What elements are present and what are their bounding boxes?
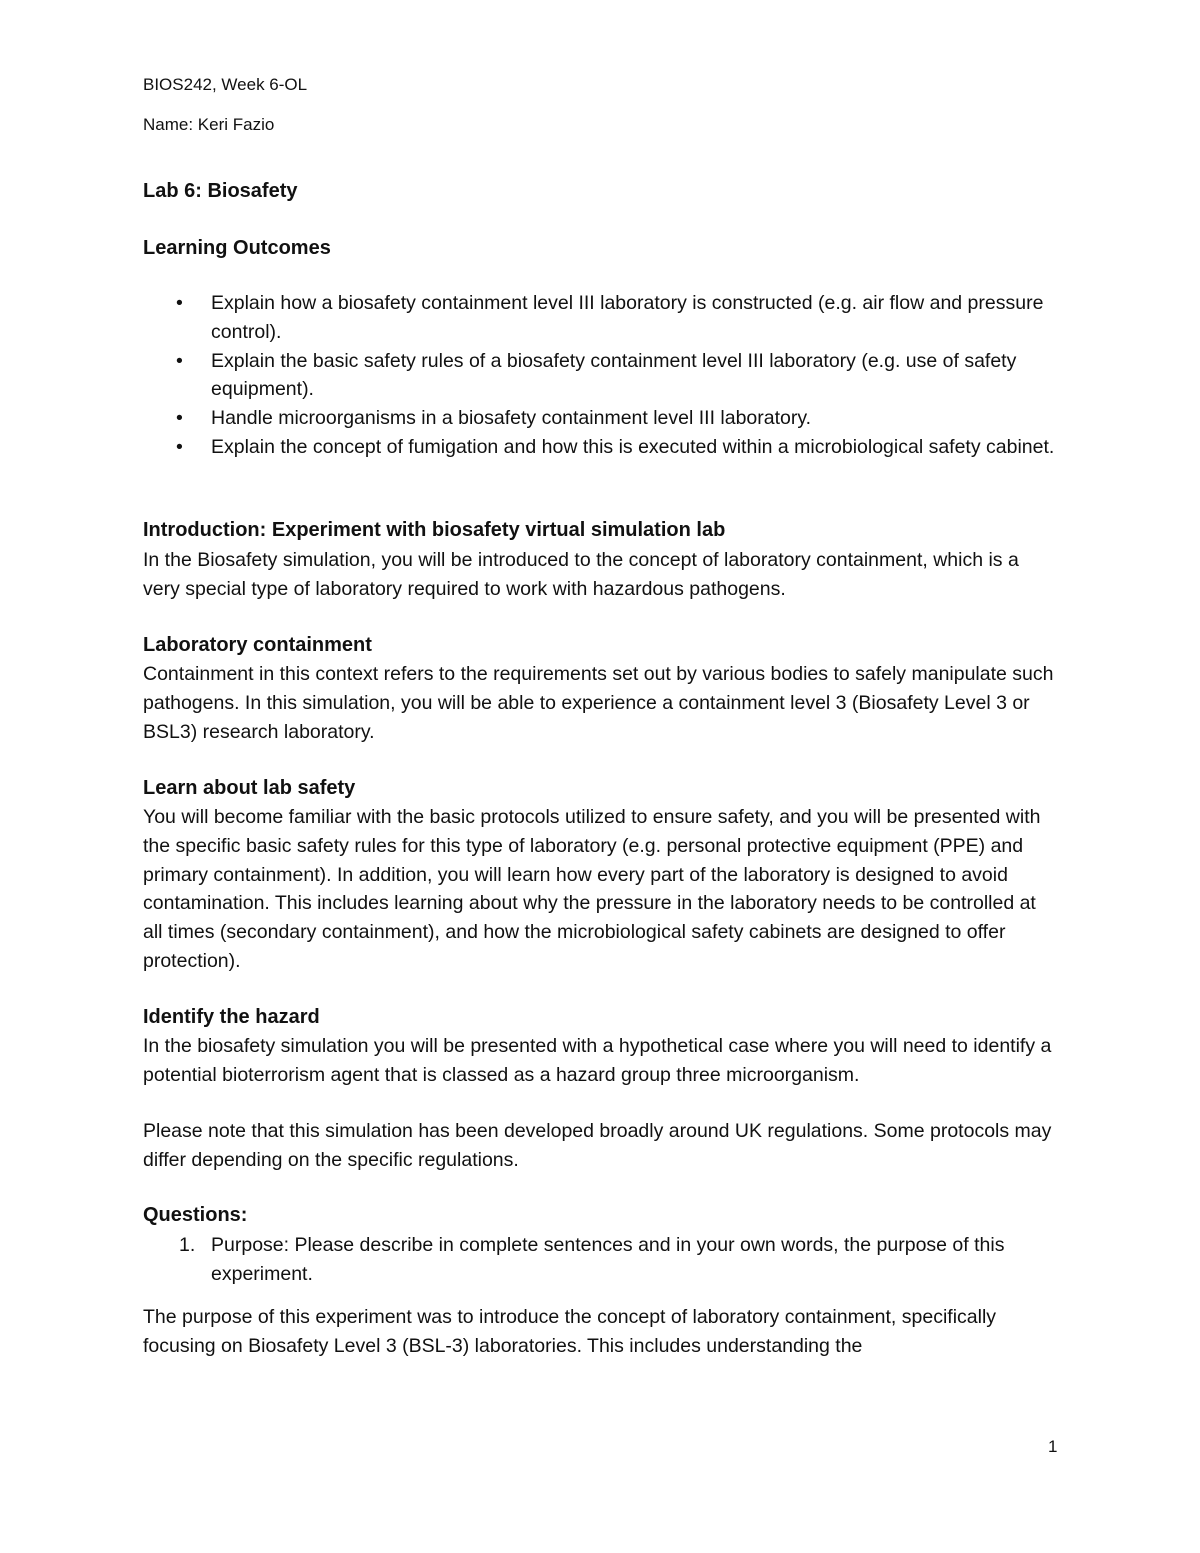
- hazard-heading: Identify the hazard: [143, 1006, 320, 1028]
- question-text: Purpose: Please describe in complete sentences and in your own words, the purpose of this experiment.: [211, 1234, 1005, 1285]
- bullet-icon: •: [176, 349, 183, 372]
- lab-safety-text: You will become familiar with the basic protocols utilized to ensure safety, and you will be presented with the specific basic safety rules for this type of laboratory (e.g. personal protective equipment (PPE) and primary containment). In addition, you will learn how every part of the laboratory is designed to avoid contamination. This includes learning about why the pressure in the laboratory needs to be controlled at all times (secondary containment), and how the microbiological safety cabinets are designed to offer protection).: [143, 806, 1041, 972]
- bullet-icon: •: [176, 407, 183, 430]
- course-header: BIOS242, Week 6-OL: [143, 75, 308, 94]
- bullet-icon: •: [176, 435, 183, 458]
- containment-heading: Laboratory containment: [143, 634, 372, 656]
- list-item-text: Handle microorganisms in a biosafety containment level III laboratory.: [211, 407, 812, 430]
- document-title: Lab 6: Biosafety: [143, 180, 298, 202]
- bullet-icon: •: [176, 292, 183, 314]
- lab-safety-heading: Learn about lab safety: [143, 777, 356, 799]
- hazard-text: In the biosafety simulation you will be presented with a hypothetical case where you will need to identify a potential bioterrorism agent that is classed as a hazard group three microorganism.: [143, 1035, 1052, 1086]
- learning-outcomes-list: [143, 289, 1058, 462]
- list-item-text: Explain the basic safety rules of a biosafety containment level III laboratory (e.g. use of safety equipment).: [211, 349, 1017, 401]
- answer-text: The purpose of this experiment was to introduce the concept of laboratory containment, specifically focusing on Biosafety Level 3 (BSL-3) laboratories. This includes understanding the: [143, 1306, 997, 1357]
- questions-heading: Questions:: [143, 1204, 248, 1226]
- list-item-text: Explain how a biosafety containment level III laboratory is constructed (e.g. air flow and pressure control).: [211, 292, 1044, 343]
- list-item-text: Explain the concept of fumigation and how this is executed within a microbiological safety cabinet.: [211, 435, 1055, 458]
- list-item: [143, 347, 1058, 405]
- list-item: [143, 404, 1058, 433]
- learning-outcomes-heading: Learning Outcomes: [143, 237, 331, 259]
- containment-text: Containment in this context refers to the requirements set out by various bodies to safely manipulate such pathogens. In this simulation, you will be able to experience a containment level 3 (Biosafety Level 3 or BSL3) research laboratory.: [143, 663, 1054, 743]
- regulations-note: Please note that this simulation has been developed broadly around UK regulations. Some protocols may differ depending on the specific regulations.: [143, 1120, 1052, 1171]
- list-item: [143, 433, 1058, 462]
- question-number: 1.: [179, 1234, 196, 1256]
- list-item: [143, 289, 1058, 347]
- introduction-heading: Introduction: Experiment with biosafety virtual simulation lab: [143, 519, 726, 541]
- question-item: [143, 1231, 1058, 1289]
- page-number: 1: [1048, 1437, 1058, 1456]
- introduction-text: In the Biosafety simulation, you will be introduced to the concept of laboratory containment, which is a very special type of laboratory required to work with hazardous pathogens.: [143, 549, 1019, 600]
- student-name: Name: Keri Fazio: [143, 115, 275, 134]
